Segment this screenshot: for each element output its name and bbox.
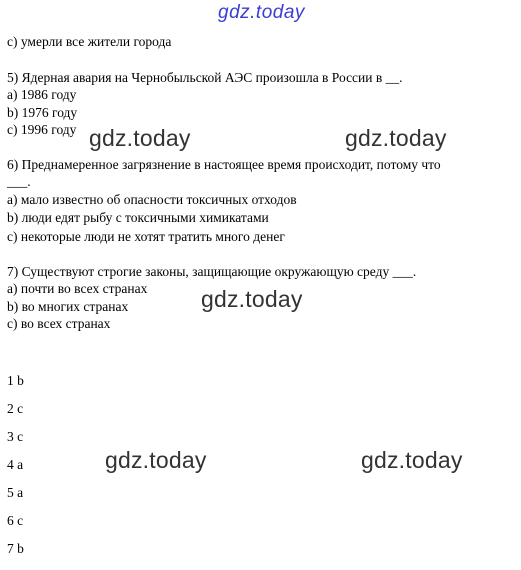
q5-question: 5) Ядерная авария на Чернобыльской АЭС произошла в России в __. <box>7 70 403 85</box>
answer-item: 4 a <box>7 457 24 472</box>
answer-item: 7 b <box>7 541 24 556</box>
q7-option-c: c) во всех странах <box>7 316 111 331</box>
answer-item: 1 b <box>7 373 24 388</box>
q6-option-c: c) некоторые люди не хотят тратить много денег <box>7 229 285 244</box>
watermark: gdz.today <box>201 286 303 312</box>
q7-option-a: a) почти во всех странах <box>7 281 148 296</box>
q4-option-c: c) умерли все жители города <box>7 34 172 49</box>
watermark: gdz.today <box>345 125 447 151</box>
watermark: gdz.today <box>89 125 191 151</box>
watermark: gdz.today <box>361 447 463 473</box>
q7-question: 7) Существуют строгие законы, защищающие окружающую среду ___. <box>7 264 417 279</box>
watermark: gdz.today <box>105 447 207 473</box>
q6-question-line2: ___. <box>7 174 31 189</box>
q6-option-a: a) мало известно об опасности токсичных отходов <box>7 192 297 207</box>
answer-item: 2 c <box>7 401 24 416</box>
answer-item: 3 c <box>7 429 24 444</box>
q5-option-c: c) 1996 году <box>7 122 77 137</box>
watermark-top: gdz.today <box>218 2 305 23</box>
answer-item: 5 a <box>7 485 24 500</box>
q5-option-b: b) 1976 году <box>7 105 78 120</box>
q6-question-line1: 6) Преднамеренное загрязнение в настоящее время происходит, потому что <box>7 157 441 172</box>
answer-item: 6 c <box>7 513 24 528</box>
q7-option-b: b) во многих странах <box>7 299 129 314</box>
q5-option-a: a) 1986 году <box>7 87 77 102</box>
q6-option-b: b) люди едят рыбу с токсичными химикатами <box>7 210 269 225</box>
